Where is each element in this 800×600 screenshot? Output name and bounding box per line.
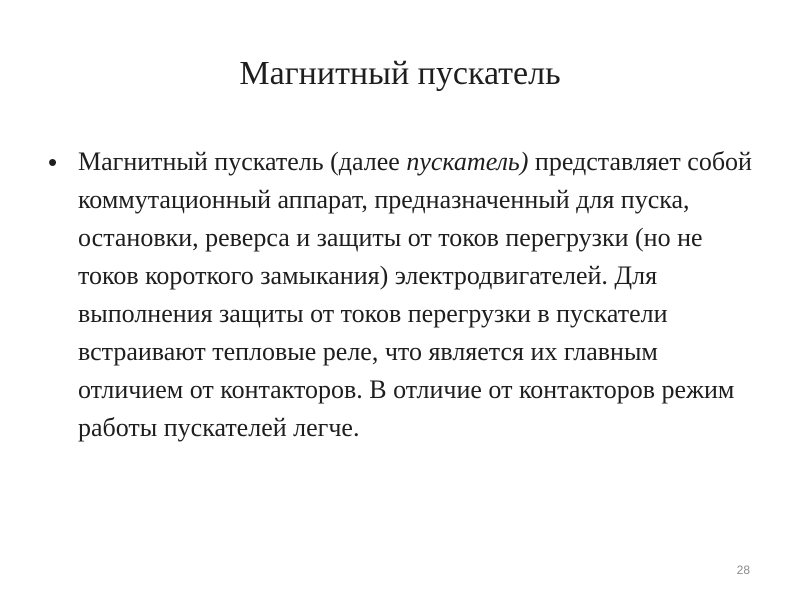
page-number: 28 [736, 563, 750, 577]
bullet-list [48, 143, 768, 447]
bullet-icon: • [48, 147, 58, 177]
slide-title: Магнитный пускатель [239, 55, 561, 92]
bullet-item [48, 143, 768, 447]
bullet-text-prefix: Магнитный пускатель (далее [78, 147, 407, 176]
bullet-text-italic: пускатель) [406, 147, 529, 176]
bullet-text-suffix: представляет собой коммутационный аппарат, предназначенный для пуска, остановки, реверса и защиты от токов перегрузки (но не токов короткого замыкания) электродвигателей. Для выполнения защиты от токов перегрузки в пускатели встраивают тепловые реле, что является их главным отличием от контакторов. В отличие от контакторов режим работы пускателей легче. [78, 147, 752, 442]
